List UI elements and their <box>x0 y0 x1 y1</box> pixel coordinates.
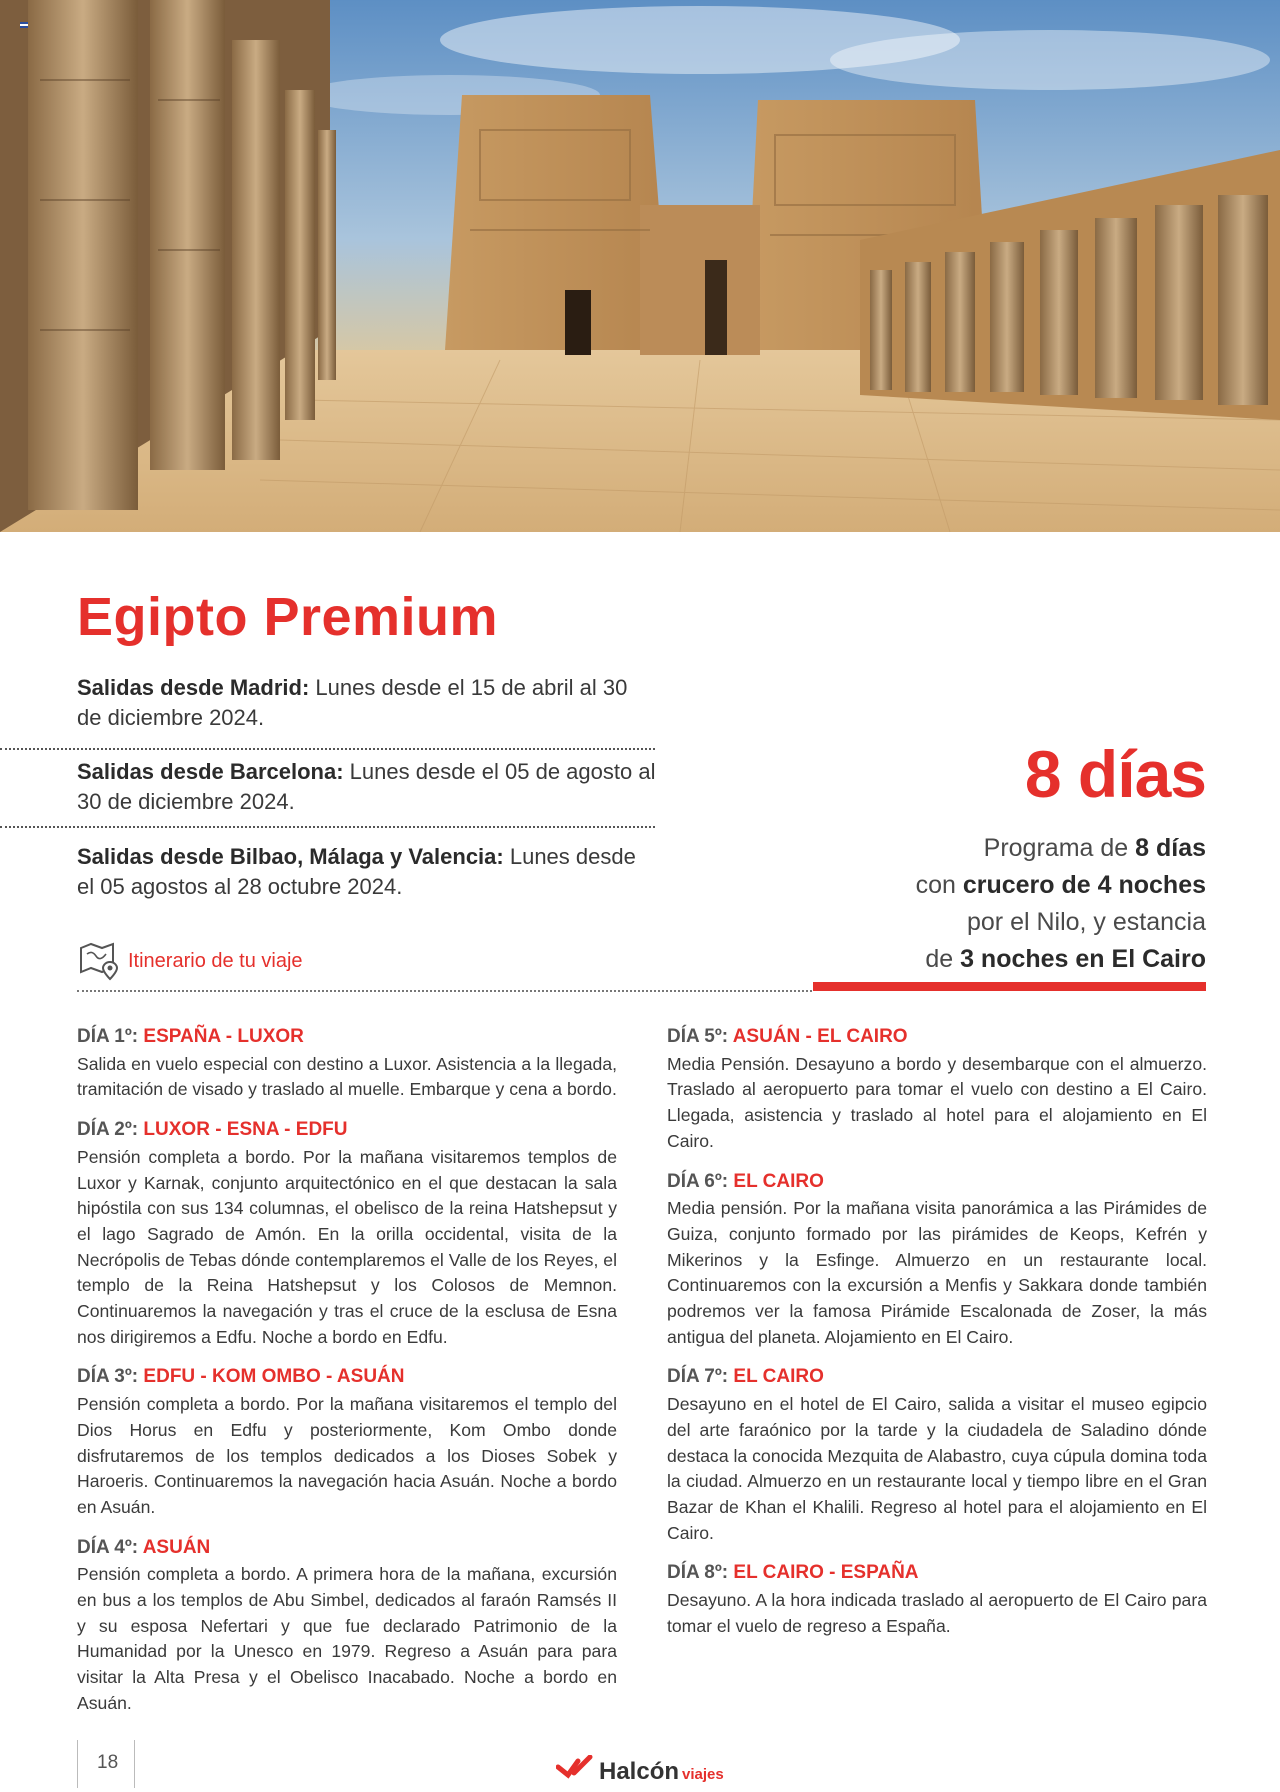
day-route: ASUÁN <box>142 1536 211 1558</box>
departure-text: Lunes desde el 05 agostos al 28 octubre 2024. <box>77 844 636 899</box>
day-label: DÍA 2º: <box>77 1119 144 1141</box>
hero-temple-photo <box>0 0 1280 532</box>
day-heading <box>77 1024 617 1050</box>
departure-barcelona <box>77 757 657 817</box>
program-summary <box>786 830 1206 978</box>
brand-logo <box>556 1755 724 1786</box>
day-heading <box>77 1535 617 1561</box>
departure-text: Lunes desde el 05 de agosto al 30 de diciembre 2024. <box>77 759 656 814</box>
brand-sub: viajes <box>682 1766 724 1783</box>
temple-illustration <box>0 0 1280 532</box>
departure-label: Salidas desde Madrid: <box>77 675 310 700</box>
day-description: Desayuno. A la hora indicada traslado al aeropuerto de El Cairo para tomar el vuelo de regreso a España. <box>667 1590 1207 1636</box>
itinerary-label: Itinerario de tu viaje <box>128 949 303 972</box>
day-heading <box>667 1169 1207 1195</box>
summary-bold: 3 noches en El Cairo <box>960 945 1206 973</box>
day-route: EL CAIRO <box>733 1170 824 1192</box>
dotted-divider <box>77 990 812 992</box>
day-label: DÍA 3º: <box>77 1366 144 1388</box>
day-entry <box>667 1560 1207 1639</box>
day-description: Desayuno en el hotel de El Cairo, salida a visitar el museo egipcio del arte faraónico por la tarde y la ciudadela de Saladino dónde destaca la conocida Mezquita de Alabastro, cuya cúpula domina toda la ciudad. Almuerzo en un restaurante local y tiempo libre en el Gran Bazar de Khan el Khalili. Regreso al hotel para el alojamiento en El Cairo. <box>667 1394 1207 1543</box>
itinerary-column-left <box>77 1024 617 1731</box>
duration-headline: 8 días <box>1024 737 1206 811</box>
day-entry <box>77 1535 617 1717</box>
day-route: ASUÁN - EL CAIRO <box>732 1026 908 1047</box>
day-label: DÍA 6º: <box>667 1170 734 1192</box>
footer-divider <box>77 1740 78 1788</box>
departure-text: Lunes desde el 15 de abril al 30 de diciembre 2024. <box>77 675 628 730</box>
day-heading <box>77 1364 617 1390</box>
day-entry <box>667 1364 1207 1546</box>
day-heading <box>667 1560 1207 1586</box>
day-label: DÍA 8º: <box>667 1562 734 1584</box>
summary-text: por el Nilo, y estancia <box>966 908 1206 936</box>
day-heading <box>77 1117 617 1143</box>
day-route: LUXOR - ESNA - EDFU <box>143 1119 348 1141</box>
page-title: Egipto Premium <box>77 587 499 647</box>
dotted-divider <box>0 826 655 828</box>
day-label: DÍA 4º: <box>77 1536 143 1558</box>
departure-label: Salidas desde Bilbao, Málaga y Valencia: <box>77 844 504 869</box>
flag-icon <box>20 22 28 28</box>
summary-bold: crucero de 4 noches <box>962 871 1206 899</box>
brand-name: Halcón <box>599 1758 680 1785</box>
accent-bar <box>813 982 1206 991</box>
day-entry <box>77 1117 617 1350</box>
summary-text: de <box>925 945 961 973</box>
itinerary-column-right <box>667 1024 1207 1653</box>
footer-divider <box>134 1740 135 1788</box>
departure-label: Salidas desde Barcelona: <box>77 759 344 784</box>
day-entry <box>667 1169 1207 1351</box>
day-heading <box>667 1364 1207 1390</box>
departure-bilbao-malaga-valencia <box>77 842 657 902</box>
day-description: Pensión completa a bordo. Por la mañana visitaremos el templo del Dios Horus en Edfu y posteriormente, Kom Ombo donde disfrutaremos de los templos dedicados a los Dioses Sobek y Haroeris. Continuaremos la navegación hacia Asuán. Noche a bordo en Asuán. <box>77 1394 617 1517</box>
summary-text: con <box>915 871 963 899</box>
day-entry <box>77 1024 617 1103</box>
day-heading <box>667 1024 1207 1050</box>
day-description: Pensión completa a bordo. Por la mañana visitaremos templos de Luxor y Karnak, conjunto arquitectónico en el que destacan la sala hipóstila con sus 134 columnas, el obelisco de la reina Hatshepsut y el lago Sagrado de Amón. En la orilla occidental, visita de la Necrópolis de Tebas dónde contemplaremos el Valle de los Reyes, el templo de la Reina Hatshepsut y los Colosos de Memnon. Continuaremos la navegación y tras el cruce de la esclusa de Esna nos dirigiremos a Edfu. Noche a bordo en Edfu. <box>77 1146 617 1347</box>
day-label: DÍA 5º: <box>667 1026 733 1047</box>
day-entry <box>667 1024 1207 1155</box>
day-description: Media pensión. Por la mañana visita panorámica a las Pirámides de Guiza, conjunto formado por las pirámides de Keops, Kefrén y Mikerinos y la Esfinge. Almuerzo en un restaurante local. Continuaremos con la excursión a Menfis y Sakkara donde también podremos ver la famosa Pirámide Escalonada de Zoser, la más antigua del planeta. Alojamiento en El Cairo. <box>667 1198 1207 1347</box>
itinerary-heading <box>78 940 303 982</box>
day-route: EL CAIRO <box>733 1366 824 1388</box>
brand-mark-icon <box>556 1755 596 1779</box>
day-route: ESPAÑA - LUXOR <box>143 1026 304 1047</box>
departure-madrid <box>77 673 657 733</box>
day-description: Pensión completa a bordo. A primera hora de la mañana, excursión en bus a los templos de Abu Simbel, dedicados al faraón Ramsés II y su esposa Nefertari y que fue declarado Patrimonio de la Humanidad por la Unesco en 1979. Regreso a Asuán para para visitar la Alta Presa y el Obelisco Inacabado. Noche a bordo en Asuán. <box>77 1564 617 1713</box>
day-label: DÍA 1º: <box>77 1026 144 1047</box>
dotted-divider <box>0 748 655 750</box>
day-entry <box>77 1364 617 1520</box>
day-route: EL CAIRO - ESPAÑA <box>733 1562 919 1584</box>
map-pin-icon <box>78 940 120 982</box>
day-label: DÍA 7º: <box>667 1366 734 1388</box>
summary-text: Programa de <box>983 834 1136 862</box>
day-description: Media Pensión. Desayuno a bordo y desembarque con el almuerzo. Traslado al aeropuerto para tomar el vuelo con destino a El Cairo. Llegada, asistencia y traslado al hotel para el alojamiento en El Cairo. <box>667 1053 1207 1151</box>
summary-bold: 8 días <box>1135 834 1206 862</box>
page-number: 18 <box>97 1752 119 1773</box>
day-route: EDFU - KOM OMBO - ASUÁN <box>143 1366 405 1388</box>
day-description: Salida en vuelo especial con destino a Luxor. Asistencia a la llegada, tramitación de visado y traslado al muelle. Embarque y cena a bordo. <box>77 1053 617 1100</box>
